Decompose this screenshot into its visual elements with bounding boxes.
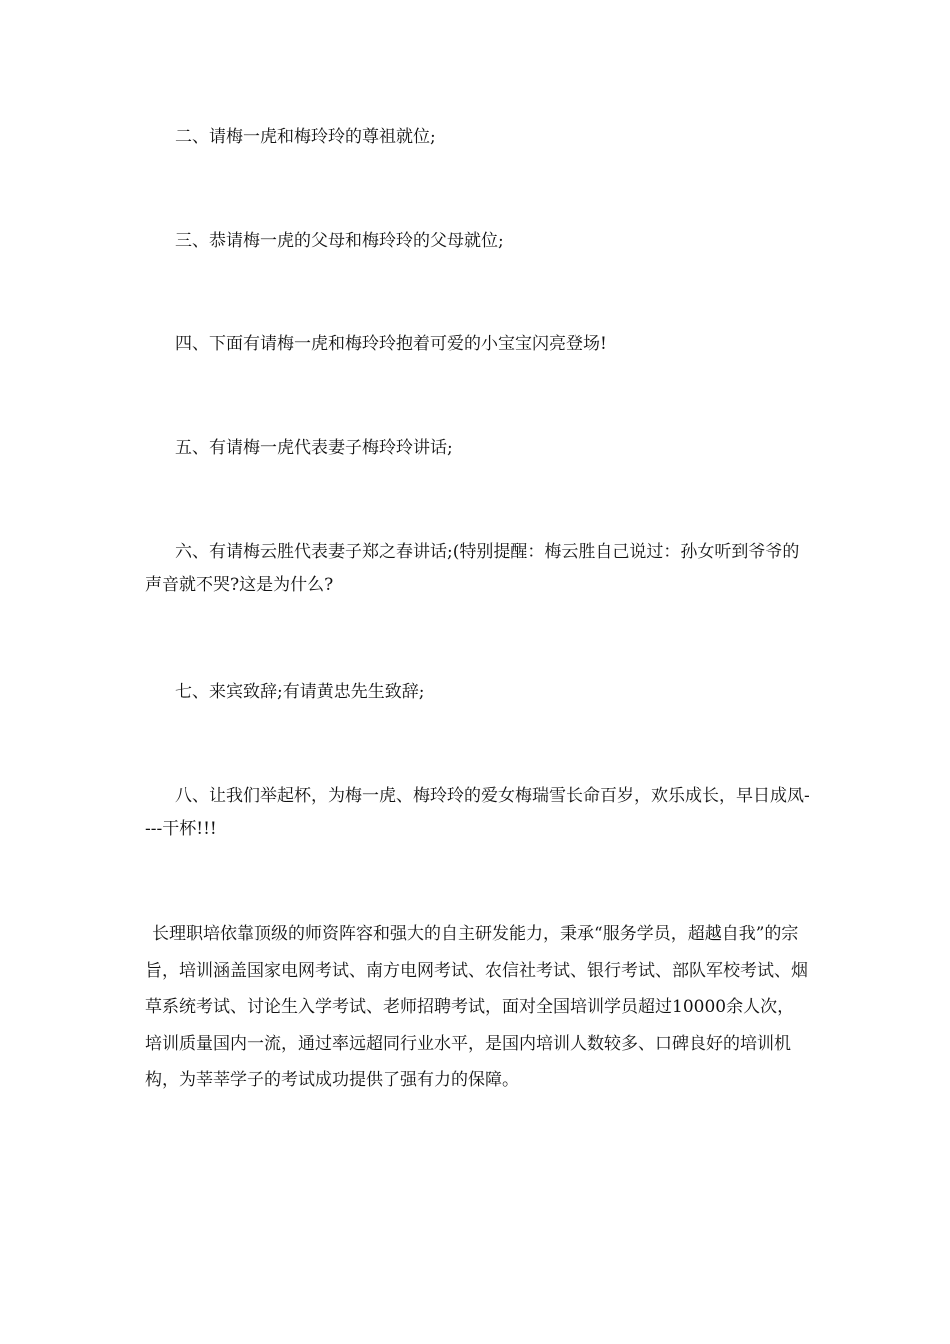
list-item-4: 四、下面有请梅一虎和梅玲玲抱着可爱的小宝宝闪亮登场! <box>175 334 607 354</box>
closing-paragraph: 长理职培依靠顶级的师资阵容和强大的自主研发能力，秉承“服务学员，超越自我”的宗旨，培训涵盖国家电网考试、南方电网考试、农信社考试、银行考试、部队军校考试、烟草系统考试、讨论生入学考试、老师招聘考试，面对全国培训学员超过10000余人次，培训质量国内一流，通过率远超同行业水平，是国内培训人数较多、口碑良好的培训机构，为莘莘学子的考试成功提供了强有力的保障。 <box>145 924 808 1090</box>
list-item-5: 五、有请梅一虎代表妻子梅玲玲讲话; <box>175 438 453 458</box>
list-item-6: 六、有请梅云胜代表妻子郑之春讲话;(特别提醒：梅云胜自己说过：孙女听到爷爷的声音就不哭?这是为什么? <box>145 542 800 595</box>
list-item-3: 三、恭请梅一虎的父母和梅玲玲的父母就位; <box>175 231 504 251</box>
list-item-2: 二、请梅一虎和梅玲玲的尊祖就位; <box>175 127 436 147</box>
list-item-8: 八、让我们举起杯，为梅一虎、梅玲玲的爱女梅瑞雪长命百岁，欢乐成长，早日成凤----干杯!!! <box>145 786 810 839</box>
list-item-7: 七、来宾致辞;有请黄忠先生致辞; <box>175 682 425 702</box>
